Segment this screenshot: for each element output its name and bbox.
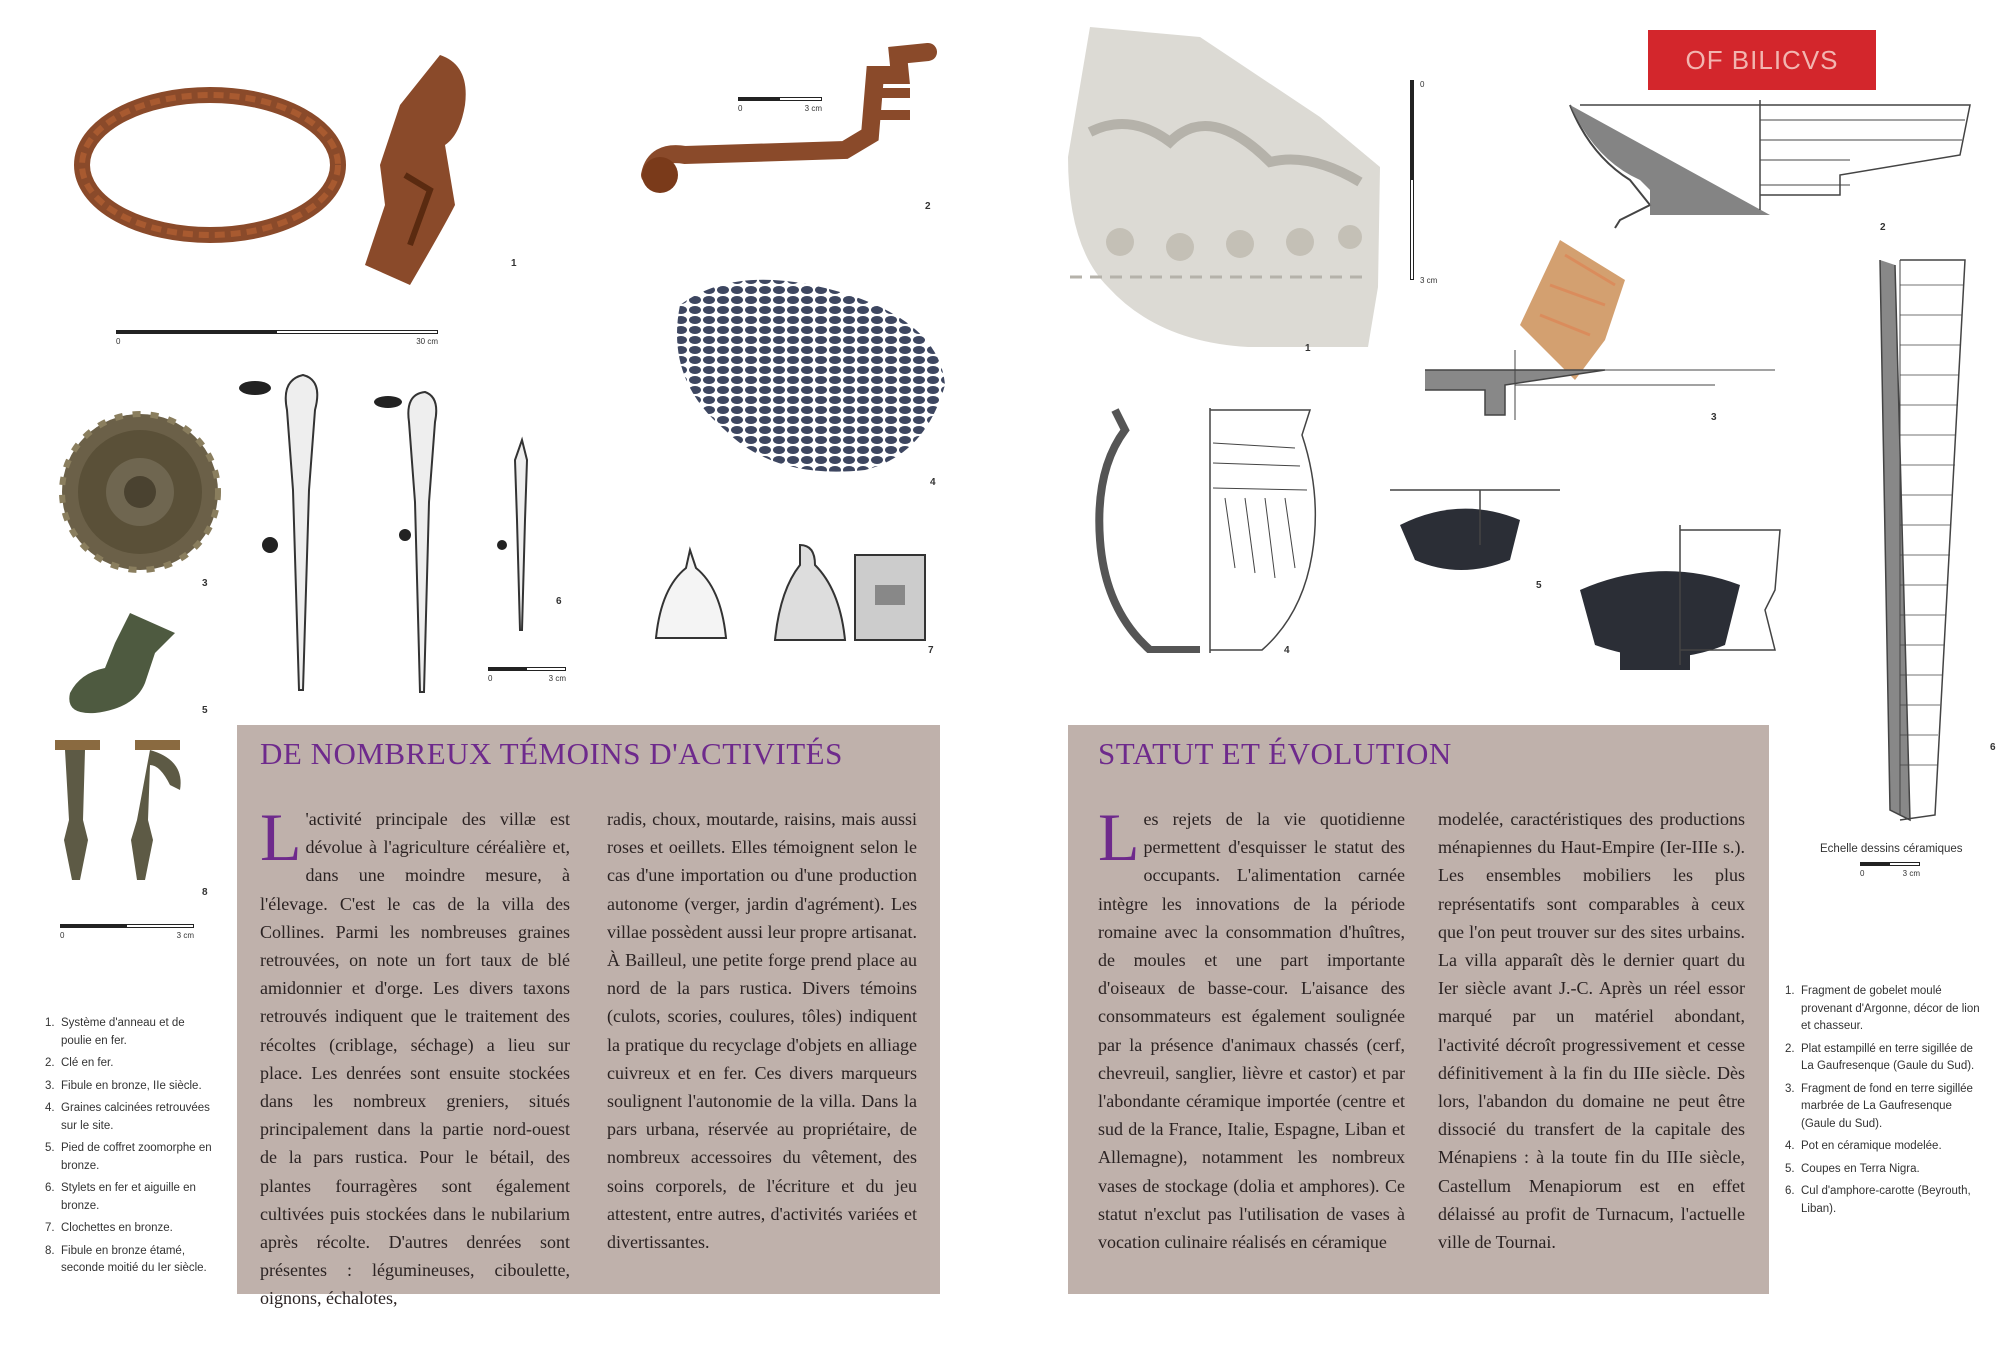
calcined-seeds-artifact [660, 265, 960, 485]
text-column [607, 805, 917, 1256]
caption-item: 5. Pied de coffret zoomorphe en bronze. [45, 1142, 212, 1172]
caption-item: 7. Clochettes en bronze. [45, 1222, 173, 1234]
caption-item: 3. Fragment de fond en terre sigillée marbrée de La Gaufresenque (Gaule du Sud). [1785, 1082, 1973, 1130]
modelled-pot-drawing [1095, 408, 1325, 653]
figure-number: 6 [556, 596, 562, 607]
bronze-bells-drawing [640, 540, 930, 650]
tinned-fibula-artifact [55, 740, 195, 895]
bronze-foot-artifact [60, 608, 190, 718]
figure-number: 2 [1880, 222, 1886, 233]
right-caption-list [1785, 983, 1985, 1223]
terra-nigra-bowl [1570, 525, 1790, 695]
bronze-needle-drawing [490, 435, 550, 655]
drop-cap: L [1098, 799, 1140, 875]
caption-item: 6. Cul d'amphore-carotte (Beyrouth, Liban). [1785, 1185, 1971, 1215]
text-column [1438, 805, 1745, 1256]
figure-number: 4 [930, 477, 936, 488]
status-panel [1068, 725, 1769, 1294]
caption-item: 5. Coupes en Terra Nigra. [1785, 1162, 1920, 1175]
potter-stamp [1648, 30, 1876, 90]
caption-item: 8. Fibule en bronze étamé, seconde moitié du Ier siècle. [45, 1244, 207, 1274]
iron-stylus-drawing [370, 390, 460, 710]
figure-number: 3 [202, 578, 208, 589]
bronze-fibula-artifact [55, 410, 225, 575]
scale-end: 30 cm [416, 337, 438, 346]
scale-bar-fibula [60, 924, 194, 944]
scale-start: 0 [60, 931, 65, 940]
left-caption-list [45, 1015, 215, 1283]
figure-number: 4 [1284, 645, 1290, 656]
caption-item: 2. Plat estampillé en terre sigillée de La Gaufresenque (Gaule du Sud). [1785, 1042, 1975, 1072]
figure-number: 7 [928, 645, 934, 656]
iron-stylus-drawing [235, 370, 345, 710]
caption-item: 6. Stylets en fer et aiguille en bronze. [45, 1182, 196, 1212]
caption-item: 4. Pot en céramique modelée. [1785, 1140, 1942, 1152]
terra-nigra-bowl [1380, 485, 1570, 590]
column-text: radis, choux, moutarde, raisins, mais aussi roses et oeillets. Elles témoignent selon le cas d'une importation ou d'une production autonome (verger, jardin d'agrément). Les villae possèdent aussi leur propre artisanat. À Bailleul, une petite forge prend place au nord de la pars rustica. Divers témoins (culots, scories, coulures, tôles) indiquent la pratique du recyclage d'objets en alliage cuivreux et en fer. Ces divers marqueurs soulignent l'autonomie de la villa. Dans la pars urbana, réservée au propriétaire, de nombreux accessoires du vêtement, des soins corporels, de l'écriture et du jeu attestent, entre autres, d'activités variées et divertissantes. [607, 809, 917, 1253]
figure-number: 2 [925, 201, 931, 212]
text-column [1098, 799, 1405, 1256]
caption-item: 2. Clé en fer. [45, 1057, 114, 1069]
scale-bar-stylus [488, 667, 566, 687]
scale-end: 3 cm [548, 674, 566, 683]
caption-item: 4. Graines calcinées retrouvées sur le site. [45, 1102, 210, 1132]
figure-number: 6 [1990, 742, 1996, 753]
scale-start: 0 [1420, 80, 1425, 89]
column-text: es rejets de la vie quotidienne permettent d'esquisser le statut des occupants. L'alimentation carnée intègre les innovations de la période romaine avec la consommation d'huîtres, de moules et une part importante d'oiseaux de basse-cour. L'aisance des consommateurs est également soulignée par la présence d'animaux chassés (cerf, chevreuil, sanglier, lièvre et castor) et par l'abondante céramique importée (centre et sud de la France, Italie, Espagne, Liban et Allemagne), notamment les nombreux vases de stockage (dolia et amphores). Ce statut n'exclut pas l'utilisation de vases à vocation culinaire réalisés en céramique [1098, 809, 1405, 1253]
column-text: modelée, caractéristiques des productions ménapiennes du Haut-Empire (Ier-IIIe s.). Les ensembles mobiliers les plus représentatifs sont comparables à ceux que l'on peut trouver sur des sites urbains. La villa apparaît dès le dernier quart du Ier siècle avant J.-C. Après un réel essor marqué par un matériel abondant, l'activité décroît progressivement et cesse définitivement à la fin du IIIe siècle. Dès lors, l'abandon du domaine ne peut être dissocié du transfert de la capitale des Ménapiens : à la toute fin du IIIe siècle, Castellum Menapiorum est en effet délaissé au profit de Turnacum, l'actuelle ville de Tournai. [1438, 809, 1745, 1253]
sigillata-base-drawing [1415, 340, 1775, 420]
figure-number: 1 [1305, 343, 1311, 354]
caption-item: 3. Fibule en bronze, IIe siècle. [45, 1079, 202, 1092]
figure-number: 5 [1536, 580, 1542, 591]
ring-pulley-artifact [45, 35, 525, 295]
activities-panel [237, 725, 940, 1309]
panel-title: DE NOMBREUX TÉMOINS D'ACTIVITÉS [260, 736, 843, 771]
panel-title: STATUT ET ÉVOLUTION [1098, 736, 1452, 771]
scale-start: 0 [1860, 869, 1865, 878]
scale-end: 3 cm [176, 931, 194, 940]
drop-cap: L [260, 799, 302, 875]
stamped-plate-drawing [1560, 100, 1980, 230]
moulded-beaker-fragment [1060, 22, 1400, 352]
scale-end: 3 cm [1420, 276, 1438, 285]
scale-start: 0 [116, 337, 121, 346]
scale-end: 3 cm [804, 104, 822, 113]
iron-key-artifact [630, 35, 940, 225]
scale-bar-30cm [116, 330, 438, 350]
caption-item: 1. Système d'anneau et de poulie en fer. [45, 1017, 185, 1047]
figure-number: 1 [511, 258, 517, 269]
amphora-base-drawing [1870, 255, 1970, 830]
scale-end: 3 cm [1902, 869, 1920, 878]
figure-number: 3 [1711, 412, 1717, 423]
stamp-text: OF BILICVS [1685, 44, 1839, 75]
scale-start: 0 [738, 104, 743, 113]
caption-item: 1. Fragment de gobelet moulé provenant d'Argonne, décor de lion et chasseur. [1785, 985, 1980, 1032]
figure-number: 5 [202, 705, 208, 716]
text-column [260, 799, 570, 1313]
vertical-scale [1410, 80, 1440, 290]
scale-start: 0 [488, 674, 493, 683]
column-text: 'activité principale des villæ est dévolue à l'agriculture céréalière et, dans une moindre mesure, à l'élevage. C'est le cas de la villa des Collines. Parmi les nombreuses graines retrouvées, on note un fort taux de blé amidonnier et d'orge. Les divers taxons retrouvés indiquent que le traitement des récoltes (criblage, séchage) a lieu sur place. Les denrées sont ensuite stockées dans les nombreux greniers, situés principalement dans la partie nord-ouest de la pars rustica. Pour le bétail, des plantes fourragères sont également cultivées puis stockées dans le nubilarium après récolte. D'autres denrées sont présentes : légumineuses, ciboulette, oignons, échalotes, [260, 809, 570, 1309]
figure-number: 8 [202, 887, 208, 898]
ceramic-scale-label: Echelle dessins céramiques [1820, 843, 1963, 855]
scale-bar-ceramic [1860, 862, 1920, 882]
